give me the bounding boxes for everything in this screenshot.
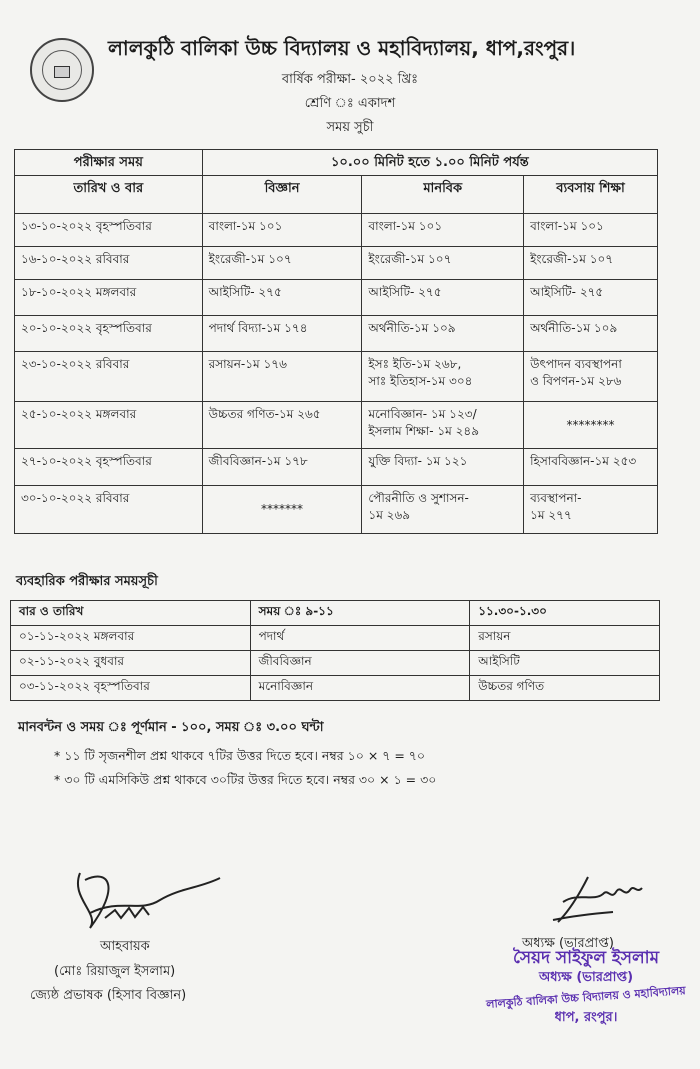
- column-header: বার ও তারিখ: [11, 601, 251, 626]
- business-cell: ইংরেজী-১ম ১০৭: [524, 247, 658, 280]
- business-cell: বাংলা-১ম ১০১: [524, 214, 658, 247]
- date-cell: ০১-১১-২০২২ মঙ্গলবার: [11, 626, 251, 651]
- column-header: ১১.৩০-১.৩০: [470, 601, 660, 626]
- right-signature: [548, 872, 668, 927]
- note-item: * ১১ টি সৃজনশীল প্রশ্ন থাকবে ৭টির উত্তর দিতে হবে। নম্বর ১০ × ৭ = ৭০: [54, 748, 426, 763]
- table-row: [11, 651, 660, 676]
- business-cell: হিসাববিজ্ঞান-১ম ২৫৩: [524, 449, 658, 486]
- column-header: তারিখ ও বার: [15, 176, 203, 214]
- left-signature: [60, 858, 230, 938]
- time-value: ১০.০০ মিনিট হতে ১.০০ মিনিট পর্যন্ত: [202, 150, 657, 176]
- business-cell: ব্যবস্থাপনা- ১ম ২৭৭: [524, 486, 658, 534]
- science-cell: জীববিজ্ঞান-১ম ১৭৮: [202, 449, 362, 486]
- session2-cell: উচ্চতর গণিত: [470, 676, 660, 701]
- time-row: [15, 150, 658, 176]
- humanities-cell: বাংলা-১ম ১০১: [362, 214, 524, 247]
- table-row: [11, 626, 660, 651]
- science-cell: *******: [202, 486, 362, 534]
- exam-routine-table: [14, 149, 658, 534]
- stamp-org: লালকুঠি বালিকা উচ্চ বিদ্যালয় ও মহাবিদ্যালয়: [485, 984, 687, 1011]
- humanities-cell: অর্থনীতি-১ম ১০৯: [362, 316, 524, 352]
- humanities-cell: মনোবিজ্ঞান- ১ম ১২৩/ ইসলাম শিক্ষা- ১ম ২৪৯: [362, 402, 524, 449]
- business-cell: অর্থনীতি-১ম ১০৯: [524, 316, 658, 352]
- table-row: [15, 280, 658, 316]
- session1-cell: মনোবিজ্ঞান: [250, 676, 470, 701]
- table-row: [15, 486, 658, 534]
- science-cell: আইসিটি- ২৭৫: [202, 280, 362, 316]
- science-cell: পদার্থ বিদ্যা-১ম ১৭৪: [202, 316, 362, 352]
- column-header: ব্যবসায় শিক্ষা: [524, 176, 658, 214]
- humanities-cell: আইসিটি- ২৭৫: [362, 280, 524, 316]
- session2-cell: আইসিটি: [470, 651, 660, 676]
- science-cell: বাংলা-১ম ১০১: [202, 214, 362, 247]
- marks-distribution-title: মানবন্টন ও সময় ঃ পূর্ণমান - ১০০, সময় ঃ ৩.০০ ঘন্টা: [18, 720, 324, 735]
- principal-role: অধ্যক্ষ (ভারপ্রাপ্ত): [522, 936, 614, 951]
- convener-role: আহবায়ক: [100, 939, 150, 954]
- business-cell: উৎপাদন ব্যবস্থাপনা ও বিপণন-১ম ২৮৬: [524, 352, 658, 402]
- session1-cell: পদার্থ: [250, 626, 470, 651]
- science-cell: উচ্চতর গণিত-১ম ২৬৫: [202, 402, 362, 449]
- practical-header-row: [11, 601, 660, 626]
- table-header-row: [15, 176, 658, 214]
- table-row: [15, 214, 658, 247]
- column-header: বিজ্ঞান: [202, 176, 362, 214]
- humanities-cell: পৌরনীতি ও সুশাসন- ১ম ২৬৯: [362, 486, 524, 534]
- science-cell: রসায়ন-১ম ১৭৬: [202, 352, 362, 402]
- session2-cell: রসায়ন: [470, 626, 660, 651]
- exam-title: বার্ষিক পরীক্ষা- ২০২২ খ্রিঃ: [281, 72, 419, 87]
- principal-stamp: [486, 948, 686, 1028]
- practical-table: [10, 600, 660, 701]
- convener-designation: জ্যেষ্ঠ প্রভাষক (হিসাব বিজ্ঞান): [30, 988, 187, 1003]
- table-row: [15, 449, 658, 486]
- time-label: পরীক্ষার সময়: [15, 150, 203, 176]
- table-row: [15, 316, 658, 352]
- humanities-cell: ইসঃ ইতি-১ম ২৬৮, সাঃ ইতিহাস-১ম ৩০৪: [362, 352, 524, 402]
- date-cell: ৩০-১০-২০২২ রবিবার: [15, 486, 203, 534]
- table-row: [15, 352, 658, 402]
- stamp-title: অধ্যক্ষ (ভারপ্রাপ্ত): [538, 970, 634, 985]
- date-cell: ২৫-১০-২০২২ মঙ্গলবার: [15, 402, 203, 449]
- date-cell: ১৩-১০-২০২২ বৃহস্পতিবার: [15, 214, 203, 247]
- date-cell: ০৩-১১-২০২২ বৃহস্পতিবার: [11, 676, 251, 701]
- business-cell: আইসিটি- ২৭৫: [524, 280, 658, 316]
- stamp-name: সৈয়দ সাইফুল ইসলাম: [512, 948, 660, 968]
- session1-cell: জীববিজ্ঞান: [250, 651, 470, 676]
- class-title: শ্রেণি ঃ একাদশ: [304, 96, 396, 111]
- humanities-cell: যুক্তি বিদ্যা- ১ম ১২১: [362, 449, 524, 486]
- column-header: সময় ঃ ৯-১১: [250, 601, 470, 626]
- date-cell: ১৮-১০-২০২২ মঙ্গলবার: [15, 280, 203, 316]
- date-cell: ২০-১০-২০২২ বৃহস্পতিবার: [15, 316, 203, 352]
- note-item: * ৩০ টি এমসিকিউ প্রশ্ন থাকবে ৩০টির উত্তর দিতে হবে। নম্বর ৩০ × ১ = ৩০: [54, 772, 437, 787]
- humanities-cell: ইংরেজী-১ম ১০৭: [362, 247, 524, 280]
- date-cell: ২৩-১০-২০২২ রবিবার: [15, 352, 203, 402]
- institution-title: লালকুঠি বালিকা উচ্চ বিদ্যালয় ও মহাবিদ্যালয়, ধাপ,রংপুর।: [108, 36, 576, 60]
- date-cell: ১৬-১০-২০২২ রবিবার: [15, 247, 203, 280]
- table-row: [15, 402, 658, 449]
- table-row: [11, 676, 660, 701]
- science-cell: ইংরেজী-১ম ১০৭: [202, 247, 362, 280]
- convener-name: (মোঃ রিয়াজুল ইসলাম): [54, 964, 176, 979]
- table-row: [15, 247, 658, 280]
- practical-title: ব্যবহারিক পরীক্ষার সময়সূচী: [16, 574, 158, 589]
- stamp-place: ধাপ, রংপুর।: [554, 1010, 618, 1025]
- date-cell: ২৭-১০-২০২২ বৃহস্পতিবার: [15, 449, 203, 486]
- column-header: মানবিক: [362, 176, 524, 214]
- date-cell: ০২-১১-২০২২ বুধবার: [11, 651, 251, 676]
- schedule-title: সময় সুচী: [326, 120, 374, 135]
- business-cell: ********: [524, 402, 658, 449]
